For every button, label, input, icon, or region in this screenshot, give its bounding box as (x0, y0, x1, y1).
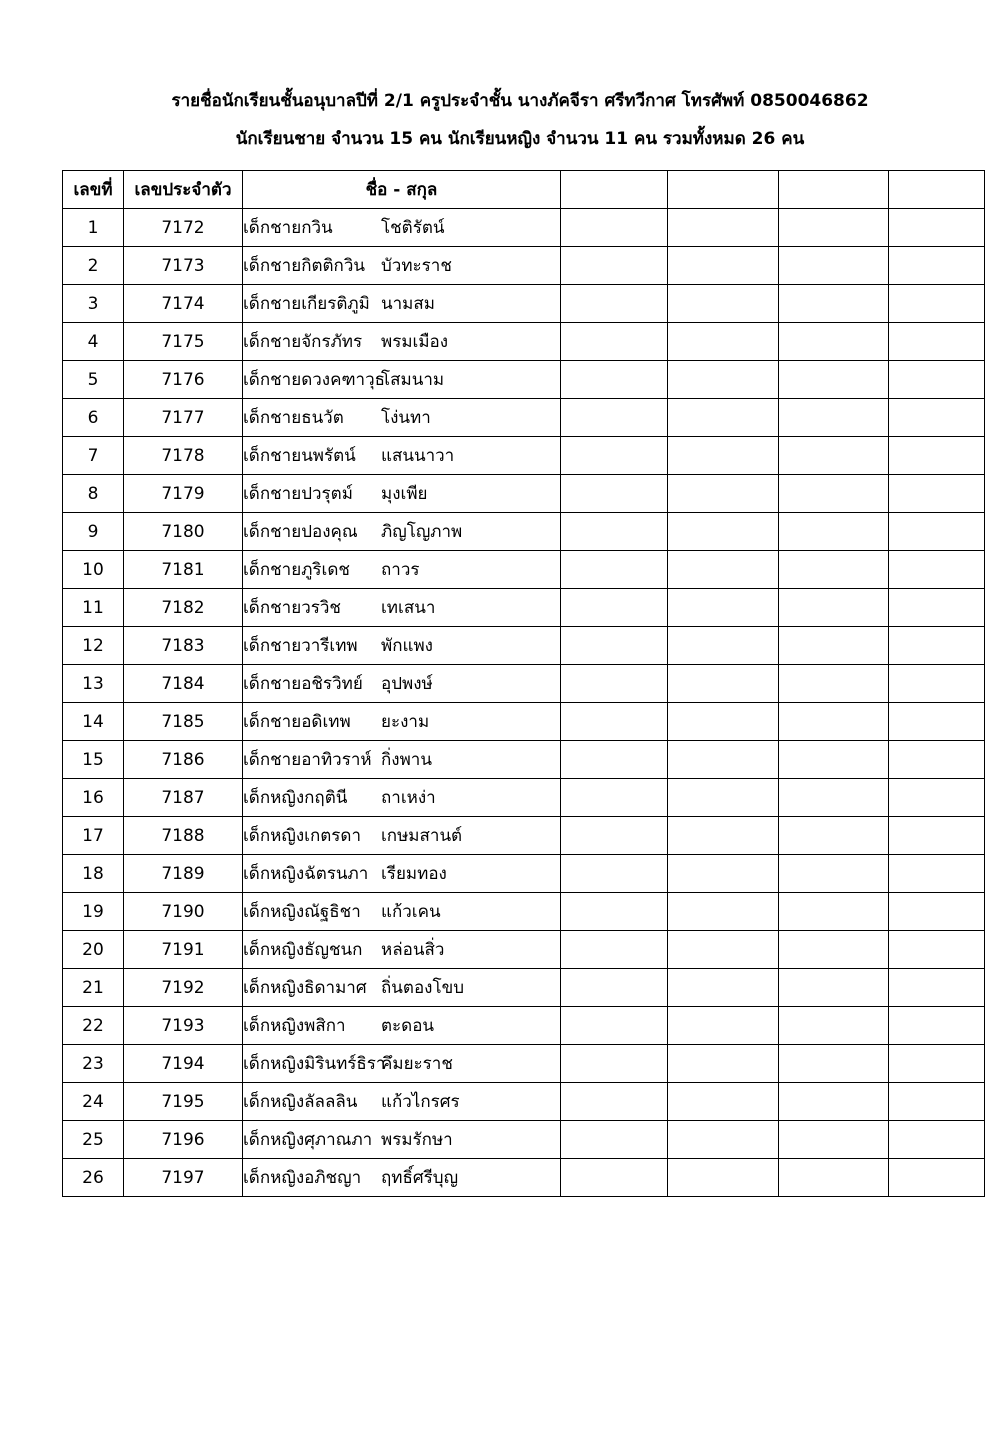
blank-cell (889, 1083, 985, 1121)
student-last-name: ถิ่นตองโขบ (381, 978, 465, 998)
blank-cell (561, 779, 668, 817)
blank-cell (889, 703, 985, 741)
student-id: 7191 (124, 931, 243, 969)
table-body (63, 209, 985, 1197)
student-name (243, 551, 561, 589)
blank-cell (668, 931, 779, 969)
blank-cell (561, 551, 668, 589)
student-number: 5 (63, 361, 124, 399)
student-name (243, 475, 561, 513)
student-number: 23 (63, 1045, 124, 1083)
student-first-name: เด็กหญิงมิรินทร์ธิรา (243, 1054, 386, 1074)
student-id: 7186 (124, 741, 243, 779)
blank-cell (561, 893, 668, 931)
student-first-name: เด็กชายปวรุตม์ (243, 484, 353, 504)
blank-cell (668, 1045, 779, 1083)
student-number: 21 (63, 969, 124, 1007)
student-last-name: โชติรัตน์ (381, 218, 445, 238)
student-id: 7188 (124, 817, 243, 855)
student-id: 7175 (124, 323, 243, 361)
blank-cell (561, 1007, 668, 1045)
student-first-name: เด็กชายวรวิช (243, 598, 341, 618)
blank-cell (561, 323, 668, 361)
blank-cell (561, 931, 668, 969)
blank-cell (668, 475, 779, 513)
blank-cell (561, 855, 668, 893)
student-name (243, 627, 561, 665)
blank-cell (561, 285, 668, 323)
table-row (63, 209, 985, 247)
student-last-name: เกษมสานต์ (381, 826, 463, 846)
table-row (63, 1121, 985, 1159)
student-last-name: พรมเมือง (381, 332, 449, 352)
student-first-name: เด็กหญิงศุภาณภา (243, 1130, 373, 1150)
student-id: 7197 (124, 1159, 243, 1197)
student-last-name: อุปพงษ์ (381, 674, 433, 694)
student-number: 9 (63, 513, 124, 551)
column-header-full-name: ชื่อ - สกุล (243, 171, 561, 209)
blank-cell (779, 247, 889, 285)
blank-cell (561, 665, 668, 703)
table-row (63, 703, 985, 741)
blank-cell (668, 285, 779, 323)
student-number: 26 (63, 1159, 124, 1197)
document-subtitle: นักเรียนชาย จำนวน 15 คน นักเรียนหญิง จำนวน 11 คน รวมทั้งหมด 26 คน (235, 129, 805, 149)
blank-cell (668, 399, 779, 437)
student-number: 17 (63, 817, 124, 855)
blank-cell (561, 247, 668, 285)
student-last-name: ฤทธิ์ศรีบุญ (381, 1168, 459, 1188)
table-row (63, 627, 985, 665)
blank-cell (561, 361, 668, 399)
student-first-name: เด็กชายจักรภัทร (243, 332, 363, 352)
student-last-name: นามสม (381, 294, 435, 314)
blank-cell (779, 361, 889, 399)
student-id: 7187 (124, 779, 243, 817)
student-name (243, 855, 561, 893)
table-row (63, 741, 985, 779)
blank-cell (668, 361, 779, 399)
student-name (243, 399, 561, 437)
student-name (243, 893, 561, 931)
student-name (243, 1121, 561, 1159)
blank-cell (889, 285, 985, 323)
student-id: 7180 (124, 513, 243, 551)
student-id: 7196 (124, 1121, 243, 1159)
blank-cell (779, 855, 889, 893)
table-row (63, 855, 985, 893)
student-last-name: ภิญโญภาพ (381, 522, 463, 542)
blank-cell (779, 475, 889, 513)
blank-cell (561, 589, 668, 627)
table-row (63, 285, 985, 323)
student-id: 7172 (124, 209, 243, 247)
blank-cell (668, 247, 779, 285)
blank-cell (668, 323, 779, 361)
student-first-name: เด็กชายวารีเทพ (243, 636, 358, 656)
blank-cell (779, 513, 889, 551)
blank-cell (779, 703, 889, 741)
blank-cell (889, 1121, 985, 1159)
student-name (243, 1083, 561, 1121)
student-name (243, 817, 561, 855)
student-number: 11 (63, 589, 124, 627)
blank-cell (561, 437, 668, 475)
blank-cell (561, 399, 668, 437)
blank-cell (779, 399, 889, 437)
student-first-name: เด็กชายภูริเดช (243, 560, 350, 580)
blank-cell (779, 627, 889, 665)
blank-cell (889, 589, 985, 627)
blank-cell (668, 1083, 779, 1121)
student-number: 24 (63, 1083, 124, 1121)
blank-cell (889, 399, 985, 437)
student-last-name: ยะงาม (381, 712, 430, 732)
student-name (243, 1007, 561, 1045)
blank-cell (779, 1083, 889, 1121)
student-first-name: เด็กหญิงธัญชนก (243, 940, 363, 960)
blank-cell (668, 779, 779, 817)
column-header-student-id: เลขประจำตัว (124, 171, 243, 209)
student-id: 7176 (124, 361, 243, 399)
blank-cell (561, 817, 668, 855)
student-name (243, 437, 561, 475)
student-id: 7174 (124, 285, 243, 323)
table-row (63, 1083, 985, 1121)
student-name (243, 513, 561, 551)
blank-cell (779, 323, 889, 361)
blank-cell (668, 589, 779, 627)
student-id: 7194 (124, 1045, 243, 1083)
student-id: 7190 (124, 893, 243, 931)
blank-cell (668, 969, 779, 1007)
student-first-name: เด็กหญิงอภิชญา (243, 1168, 362, 1188)
blank-cell (779, 285, 889, 323)
table-row (63, 475, 985, 513)
student-id: 7189 (124, 855, 243, 893)
blank-cell (779, 1121, 889, 1159)
blank-cell (668, 1121, 779, 1159)
blank-cell (889, 741, 985, 779)
student-id: 7182 (124, 589, 243, 627)
blank-cell (668, 1007, 779, 1045)
blank-cell (889, 361, 985, 399)
blank-cell (779, 931, 889, 969)
student-name (243, 1159, 561, 1197)
student-first-name: เด็กชายกวิน (243, 218, 333, 238)
student-first-name: เด็กชายอชิรวิทย์ (243, 674, 363, 694)
table-row (63, 589, 985, 627)
blank-cell (668, 855, 779, 893)
student-first-name: เด็กหญิงพสิกา (243, 1016, 346, 1036)
table-row (63, 361, 985, 399)
table-header-row (63, 171, 985, 209)
student-id: 7195 (124, 1083, 243, 1121)
student-number: 13 (63, 665, 124, 703)
student-first-name: เด็กหญิงฉัตรนภา (243, 864, 369, 884)
student-number: 7 (63, 437, 124, 475)
blank-cell (889, 817, 985, 855)
student-first-name: เด็กชายอดิเทพ (243, 712, 351, 732)
student-first-name: เด็กชายเกียรติภูมิ (243, 294, 370, 314)
table-row (63, 551, 985, 589)
student-last-name: หล่อนสิ่ว (381, 940, 445, 960)
table-row (63, 1045, 985, 1083)
blank-cell (561, 513, 668, 551)
student-last-name: บัวทะราช (381, 256, 452, 276)
student-first-name: เด็กชายธนวัต (243, 408, 344, 428)
table-row (63, 323, 985, 361)
student-number: 12 (63, 627, 124, 665)
student-last-name: โสมนาม (381, 370, 445, 390)
blank-cell (668, 817, 779, 855)
blank-cell (668, 551, 779, 589)
student-id: 7173 (124, 247, 243, 285)
table-row (63, 247, 985, 285)
blank-cell (779, 893, 889, 931)
student-id: 7183 (124, 627, 243, 665)
student-id: 7184 (124, 665, 243, 703)
student-last-name: โง่นทา (381, 408, 431, 428)
blank-cell (889, 855, 985, 893)
blank-cell (889, 779, 985, 817)
student-id: 7179 (124, 475, 243, 513)
student-name (243, 969, 561, 1007)
blank-cell (889, 1045, 985, 1083)
student-last-name: ถาเหง่า (381, 788, 436, 808)
blank-cell (779, 589, 889, 627)
blank-cell (668, 741, 779, 779)
blank-cell (889, 551, 985, 589)
student-last-name: คึมยะราช (381, 1054, 453, 1074)
student-last-name: ถาวร (381, 560, 420, 580)
student-last-name: เรียมทอง (381, 864, 447, 884)
student-name (243, 589, 561, 627)
table-row (63, 665, 985, 703)
student-number: 18 (63, 855, 124, 893)
blank-cell (889, 1007, 985, 1045)
blank-cell (889, 247, 985, 285)
blank-cell (889, 893, 985, 931)
blank-cell (668, 209, 779, 247)
blank-cell (668, 1159, 779, 1197)
blank-cell (561, 209, 668, 247)
table-row (63, 817, 985, 855)
student-last-name: กิ่งพาน (381, 750, 432, 770)
blank-cell (779, 1007, 889, 1045)
blank-cell (779, 741, 889, 779)
table-row (63, 399, 985, 437)
student-first-name: เด็กหญิงกฤตินี (243, 788, 348, 808)
blank-cell (779, 551, 889, 589)
blank-cell (668, 665, 779, 703)
student-name (243, 665, 561, 703)
blank-cell (561, 1159, 668, 1197)
student-first-name: เด็กชายดวงคฑาวุธ (243, 370, 386, 390)
student-last-name: แก้วเคน (381, 902, 441, 922)
blank-cell (779, 665, 889, 703)
student-last-name: แก้วไกรศร (381, 1092, 460, 1112)
student-first-name: เด็กชายนพรัตน์ (243, 446, 356, 466)
blank-cell (889, 513, 985, 551)
column-header-blank (889, 171, 985, 209)
student-number: 8 (63, 475, 124, 513)
student-number: 2 (63, 247, 124, 285)
student-number: 15 (63, 741, 124, 779)
blank-cell (889, 931, 985, 969)
student-name (243, 285, 561, 323)
student-name (243, 779, 561, 817)
student-first-name: เด็กหญิงธิดามาศ (243, 978, 367, 998)
student-name (243, 703, 561, 741)
student-number: 16 (63, 779, 124, 817)
student-name (243, 1045, 561, 1083)
column-header-number: เลขที่ (63, 171, 124, 209)
student-number: 3 (63, 285, 124, 323)
blank-cell (779, 817, 889, 855)
student-first-name: เด็กชายกิตติกวิน (243, 256, 366, 276)
student-number: 6 (63, 399, 124, 437)
blank-cell (668, 513, 779, 551)
table-row (63, 969, 985, 1007)
student-first-name: เด็กหญิงณัฐธิชา (243, 902, 361, 922)
student-first-name: เด็กชายอาทิวราห์ (243, 750, 372, 770)
student-id: 7192 (124, 969, 243, 1007)
student-id: 7178 (124, 437, 243, 475)
student-first-name: เด็กหญิงเกตรดา (243, 826, 361, 846)
blank-cell (779, 969, 889, 1007)
blank-cell (561, 741, 668, 779)
document-title: รายชื่อนักเรียนชั้นอนุบาลปีที่ 2/1 ครูประจำชั้น นางภัคจีรา ศรีทวีกาศ โทรศัพท์ 0850046862 (171, 91, 869, 111)
student-number: 4 (63, 323, 124, 361)
student-id: 7181 (124, 551, 243, 589)
blank-cell (889, 475, 985, 513)
blank-cell (779, 1045, 889, 1083)
blank-cell (889, 969, 985, 1007)
blank-cell (889, 323, 985, 361)
blank-cell (779, 437, 889, 475)
blank-cell (561, 1083, 668, 1121)
blank-cell (561, 969, 668, 1007)
student-number: 19 (63, 893, 124, 931)
blank-cell (668, 893, 779, 931)
student-name (243, 323, 561, 361)
blank-cell (561, 703, 668, 741)
blank-cell (561, 627, 668, 665)
column-header-blank (561, 171, 668, 209)
blank-cell (889, 627, 985, 665)
column-header-blank (779, 171, 889, 209)
blank-cell (779, 209, 889, 247)
student-number: 22 (63, 1007, 124, 1045)
student-number: 25 (63, 1121, 124, 1159)
student-number: 1 (63, 209, 124, 247)
table-row (63, 1159, 985, 1197)
blank-cell (889, 209, 985, 247)
student-first-name: เด็กชายปองคุณ (243, 522, 358, 542)
blank-cell (779, 779, 889, 817)
student-last-name: เทเสนา (381, 598, 436, 618)
blank-cell (561, 1045, 668, 1083)
student-number: 10 (63, 551, 124, 589)
student-first-name: เด็กหญิงลัลลลิน (243, 1092, 358, 1112)
student-number: 20 (63, 931, 124, 969)
blank-cell (779, 1159, 889, 1197)
blank-cell (561, 1121, 668, 1159)
student-id: 7177 (124, 399, 243, 437)
table-row (63, 931, 985, 969)
student-last-name: ตะดอน (381, 1016, 435, 1036)
student-name (243, 209, 561, 247)
student-roster-table (62, 170, 985, 1197)
table-row (63, 779, 985, 817)
student-name (243, 361, 561, 399)
blank-cell (889, 665, 985, 703)
student-name (243, 741, 561, 779)
table-row (63, 1007, 985, 1045)
student-last-name: พักแพง (381, 636, 433, 656)
student-id: 7185 (124, 703, 243, 741)
blank-cell (561, 475, 668, 513)
student-number: 14 (63, 703, 124, 741)
column-header-blank (668, 171, 779, 209)
blank-cell (889, 437, 985, 475)
student-name (243, 247, 561, 285)
blank-cell (668, 627, 779, 665)
blank-cell (668, 703, 779, 741)
table-row (63, 893, 985, 931)
student-name (243, 931, 561, 969)
table-row (63, 437, 985, 475)
student-last-name: พรมรักษา (381, 1130, 453, 1150)
student-id: 7193 (124, 1007, 243, 1045)
table-row (63, 513, 985, 551)
student-last-name: แสนนาวา (381, 446, 455, 466)
blank-cell (889, 1159, 985, 1197)
blank-cell (668, 437, 779, 475)
student-last-name: มุงเพีย (381, 484, 428, 504)
